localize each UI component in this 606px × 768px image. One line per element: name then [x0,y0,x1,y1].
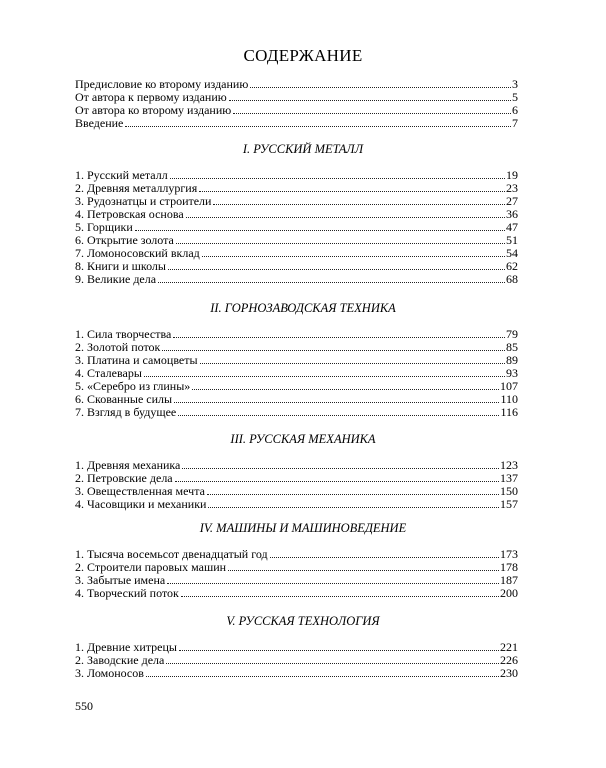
page-number: 550 [75,699,93,713]
toc-entry-label: 4. Творческий поток [75,586,179,600]
toc-entry-label: 1. Русский металл [75,168,168,182]
dot-leader [200,363,505,364]
toc-entry-label: 3. Платина и самоцветы [75,353,198,367]
toc-entry-label: 4. Петровская основа [75,207,184,221]
toc-entry-label: 4. Часовщики и механики [75,497,207,511]
toc-entry-label: От автора ко второму изданию [75,103,232,117]
toc-entry-label: 1. Древние хитрецы [75,640,177,654]
dot-leader [170,178,505,179]
toc-entry-page: 178 [500,560,518,574]
toc-entry-page: 187 [500,573,518,587]
toc-entry-label: 7. Ломоносовский вклад [75,246,200,260]
toc-entry-page: 200 [500,586,518,600]
toc-entry-page: 51 [506,233,518,247]
toc-entry [75,208,518,221]
dot-leader [173,337,505,338]
toc-entry-label: 1. Древняя механика [75,458,181,472]
toc-entry-label: 4. Сталевары [75,366,142,380]
dot-leader [174,402,499,403]
toc-entry-label: 2. Древняя металлургия [75,181,198,195]
toc-entry-page: 89 [506,353,518,367]
toc-entry-label: 3. Овеществленная мечта [75,484,205,498]
toc-entry-label: 2. Петровские дела [75,471,173,485]
dot-leader [162,350,505,351]
dot-leader [166,663,499,664]
toc-entry-page: 27 [506,194,518,208]
toc-entry-label: Предисловие ко второму изданию [75,77,249,91]
dot-leader [182,468,499,469]
toc-entry-label: 1. Тысяча восемьсот двенадцатый год [75,547,268,561]
dot-leader [167,583,499,584]
toc-entry-page: 221 [500,640,518,654]
dot-leader [250,87,511,88]
page-title: СОДЕРЖАНИЕ [243,46,363,65]
toc-entry-label: 7. Взгляд в будущее [75,405,177,419]
toc-entry-page: 157 [500,497,518,511]
section-heading: IV. МАШИНЫ И МАШИНОВЕДЕНИЕ [199,521,407,535]
dot-leader [229,100,511,101]
toc-entry [75,117,518,130]
dot-leader [233,113,511,114]
dot-leader [202,256,505,257]
dot-leader [208,507,499,508]
dot-leader [213,204,505,205]
dot-leader [144,376,505,377]
toc-entry-page: 137 [500,471,518,485]
toc-entry-label: От автора к первому изданию [75,90,227,104]
toc-entry-page: 19 [506,168,518,182]
toc-entry [75,273,518,286]
toc-entry [75,406,518,419]
dot-leader [135,230,505,231]
toc-entry-page: 226 [500,653,518,667]
toc-entry [75,104,518,117]
dot-leader [179,650,499,651]
toc-entry-label: 1. Сила творчества [75,327,172,341]
toc-entry-page: 62 [506,259,518,273]
toc-entry-label: 2. Строители паровых машин [75,560,227,574]
dot-leader [181,596,499,597]
toc-entry-page: 85 [506,340,518,354]
dot-leader [175,481,499,482]
toc-entry-label: Введение [75,116,124,130]
toc-entry-label: 3. Рудознатцы и строители [75,194,212,208]
dot-leader [125,126,511,127]
dot-leader [207,494,499,495]
toc-entry-page: 47 [506,220,518,234]
dot-leader [199,191,505,192]
toc-entry-label: 6. Открытие золота [75,233,174,247]
dot-leader [192,389,499,390]
toc-entry [75,667,518,680]
toc-entry-page: 230 [500,666,518,680]
dot-leader [158,282,505,283]
toc-entry-page: 6 [512,103,518,117]
toc-entry-page: 123 [500,458,518,472]
toc-entry-page: 36 [506,207,518,221]
toc-entry-label: 8. Книги и школы [75,259,166,273]
toc-entry [75,498,518,511]
toc-entry-label: 9. Великие дела [75,272,157,286]
dot-leader [186,217,505,218]
toc-entry-page: 110 [500,392,518,406]
toc-entry-label: 2. Золотой поток [75,340,161,354]
toc-entry-label: 2. Заводские дела [75,653,165,667]
toc-entry-page: 116 [500,405,518,419]
toc-entry-label: 6. Скованные силы [75,392,173,406]
dot-leader [176,243,505,244]
dot-leader [228,570,499,571]
dot-leader [178,415,499,416]
toc-entry-page: 23 [506,181,518,195]
toc-entry-label: 3. Ломоносов [75,666,144,680]
toc-entry-page: 3 [512,77,518,91]
section-heading: I. РУССКИЙ МЕТАЛЛ [242,142,364,156]
section-heading: III. РУССКАЯ МЕХАНИКА [230,432,376,446]
toc-entry-page: 54 [506,246,518,260]
toc-entry-page: 68 [506,272,518,286]
toc-entry-page: 173 [500,547,518,561]
toc-entry-label: 5. Горщики [75,220,133,234]
dot-leader [146,676,499,677]
toc-entry-page: 5 [512,90,518,104]
toc-entry-page: 150 [500,484,518,498]
toc-entry-page: 93 [506,366,518,380]
toc-entry-label: 3. Забытые имена [75,573,166,587]
section-heading: II. ГОРНОЗАВОДСКАЯ ТЕХНИКА [210,301,396,315]
toc-entry [75,587,518,600]
toc-entry-label: 5. «Серебро из глины» [75,379,191,393]
toc-entry-page: 7 [512,116,518,130]
toc-entry-page: 79 [506,327,518,341]
section-heading: V. РУССКАЯ ТЕХНОЛОГИЯ [226,614,380,628]
toc-entry-page: 107 [500,379,518,393]
dot-leader [168,269,505,270]
dot-leader [270,557,499,558]
